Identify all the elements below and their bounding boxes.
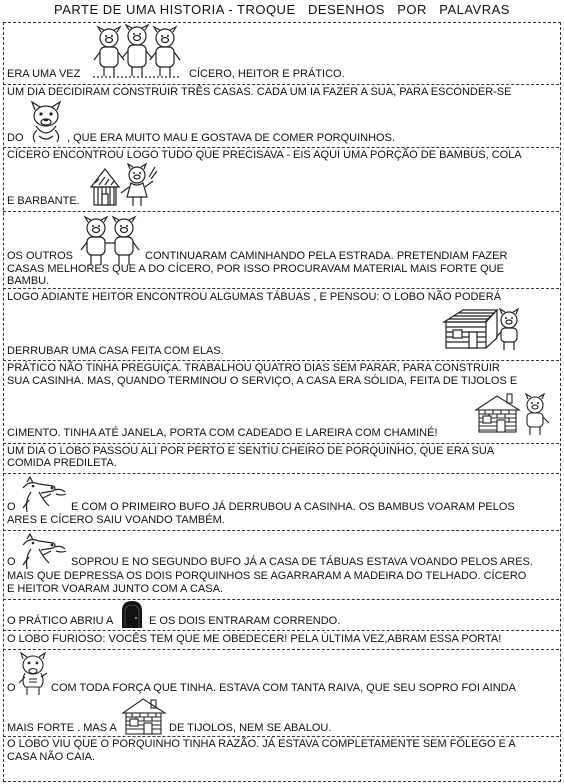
three-pigs-icon	[91, 24, 183, 78]
story-block-11	[3, 630, 559, 650]
door-icon	[120, 600, 144, 629]
story-block-8	[3, 473, 559, 531]
story-text: ERA UMA VEZ	[7, 68, 81, 80]
wolf-icon	[17, 651, 51, 697]
story-block-2	[3, 84, 559, 148]
story-block-3	[3, 147, 559, 212]
story-text: CONTINUARAM CAMINHANDO PELA ESTRADA. PRETENDIAM FAZER	[145, 250, 508, 262]
story-text: BAMBU.	[7, 275, 50, 287]
story-text: COM TODA FORÇA QUE TINHA. ESTAVA COM TANTA RAIVA, QUE SEU SOPRO FOI AINDA	[51, 682, 516, 694]
story-text: UM DIA O LOBO PASSOU ALI POR PERTO E SENTIU CHEIRO DE PORQUINHO, QUE ERA SUA	[7, 445, 495, 457]
wolf-icon	[19, 533, 71, 571]
story-text: E HEITOR VOARAM JUNTO COM A CASA.	[7, 583, 223, 595]
story-text: E BARBANTE.	[7, 195, 80, 207]
story-block-7	[3, 443, 559, 474]
story-text: SOPROU E NO SEGUNDO BUFO JÁ A CASA DE TÁBUAS ESTAVA VOANDO PELOS ARES.	[71, 556, 533, 568]
story-block-5	[3, 288, 559, 361]
story-text: CIMENTO. TINHA ATÉ JANELA, PORTA COM CADEADO E LAREIRA COM CHAMINÉ!	[7, 427, 438, 439]
story-text: E OS DOIS ENTRARAM CORRENDO.	[149, 615, 341, 627]
story-text: E COM O PRIMEIRO BUFO JÁ DERRUBOU A CASINHA. OS BAMBUS VOARAM PELOS	[71, 501, 515, 513]
story-text: CASAS MELHORES QUE A DO CÍCERO, POR ISSO PROCURAVAM MATERIAL MAIS FORTE QUE	[7, 263, 504, 275]
story-text: O LOBO FURIOSO: VOCÊS TEM QUE ME OBEDECER! PELA ÚLTIMA VEZ,ABRAM ESSA PORTA!	[7, 633, 502, 645]
story-text: UM DIA DECIDIRAM CONSTRUIR TRÊS CASAS. CADA UM IA FAZER A SUA, PARA ESCONDER-SE	[7, 86, 512, 98]
wolf-icon	[19, 476, 71, 514]
wolf-icon	[27, 100, 65, 144]
story-text: OS OUTROS	[7, 250, 74, 262]
story-block-12	[3, 649, 559, 737]
story-text: O PRÁTICO ABRIU A	[7, 615, 114, 627]
story-text: DE TIJOLOS, NEM SE ABALOU.	[169, 722, 332, 734]
worksheet-title: PARTE DE UMA HISTORIA - TROQUE DESENHOS POR PALAVRAS	[54, 2, 510, 17]
story-text: DERRUBAR UMA CASA FEITA COM ELAS.	[7, 345, 224, 357]
brick-house-pig-icon	[473, 392, 553, 436]
story-block-6	[3, 360, 559, 444]
story-text: O LOBO VIU QUE O PORQUINHO TINHA RAZÃO. JÁ ESTAVA COMPLETAMENTE SEM FÔLEGO E A	[7, 738, 516, 750]
story-text: COMIDA PREDILETA.	[7, 457, 117, 469]
brick-house-icon	[121, 697, 167, 735]
story-text: , QUE ERA MUITO MAU E GOSTAVA DE COMER PORQUINHOS.	[67, 132, 396, 144]
story-text: CÍCERO, HEITOR E PRÁTICO.	[189, 68, 345, 80]
story-text: SUA CASINHA. MAS, QUANDO TERMINOU O SERVIÇO, A CASA ERA SÓLIDA, FEITA DE TIJOLOS E	[7, 375, 518, 387]
story-text: MAIS QUE DEPRESSA OS DOIS PORQUINHOS SE AGARRARAM A MADEIRA DO TELHADO. CÍCERO	[7, 570, 527, 582]
story-text: CASA NÃO CAIA.	[7, 751, 96, 763]
story-block-9	[3, 530, 559, 600]
story-block-13	[3, 736, 559, 780]
story-text: MAIS FORTE . MAS A	[7, 722, 117, 734]
story-text: O	[7, 556, 16, 568]
story-text: DO	[7, 132, 24, 144]
story-text: CÍCERO ENCONTROU LOGO TUDO QUE PRECISAVA - EIS AQUI UMA PORÇÃO DE BAMBUS, COLA	[7, 149, 522, 161]
story-text: O	[7, 501, 16, 513]
straw-house-pig-icon	[87, 163, 157, 209]
story-block-10	[3, 599, 559, 631]
story-text: LOGO ADIANTE HEITOR ENCONTROU ALGUMAS TÁBUAS , E PENSOU: O LOBO NÃO PODERÁ	[7, 291, 502, 303]
story-block-1	[3, 22, 559, 85]
story-block-4	[3, 211, 559, 289]
story-text: PRÁTICO NÃO TINHA PREGUIÇA. TRABALHOU QUATRO DIAS SEM PARAR, PARA CONSTRUIR	[7, 362, 500, 374]
story-text: ARES E CÍCERO SAIU VOANDO TAMBÉM.	[7, 514, 225, 526]
two-pigs-icon	[79, 215, 143, 267]
story-text: O	[7, 682, 16, 694]
wood-house-pig-icon	[441, 306, 525, 352]
